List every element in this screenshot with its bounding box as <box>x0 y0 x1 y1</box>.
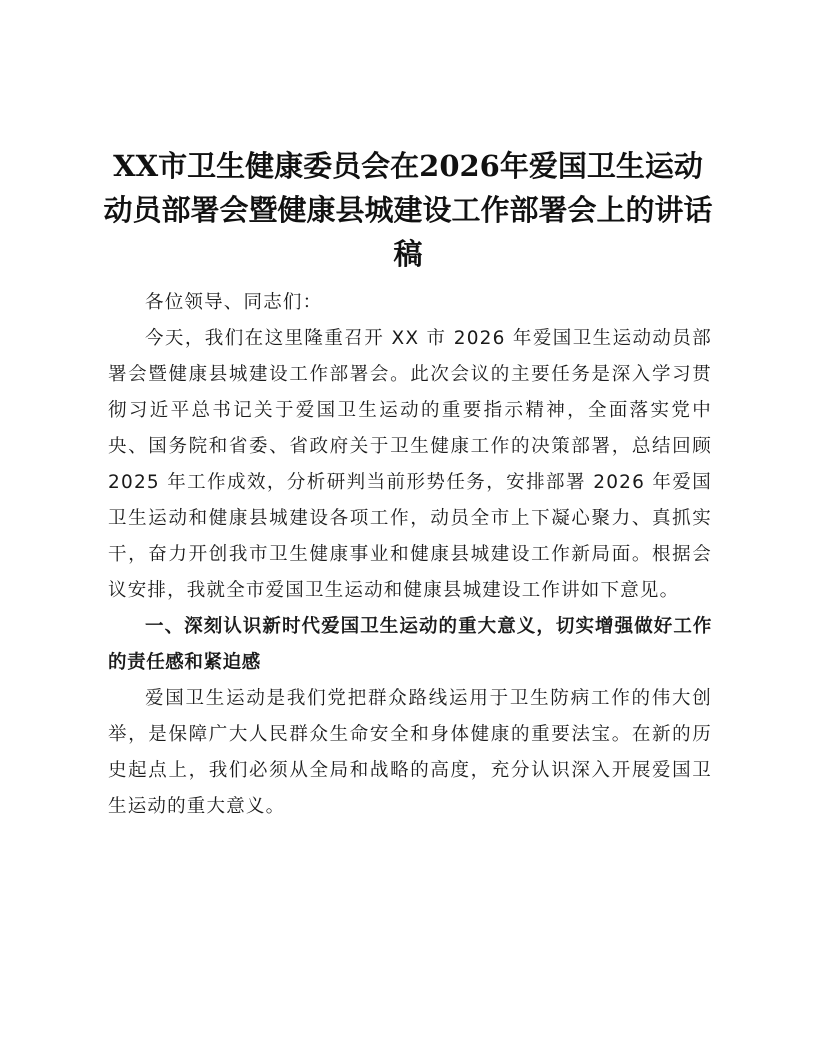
document-body <box>108 285 712 825</box>
section-1-heading: 一、深刻认识新时代爱国卫生运动的重大意义，切实增强做好工作的责任感和紧迫感 <box>108 616 712 673</box>
salutation: 各位领导、同志们： <box>145 292 323 313</box>
document-title: XX市卫生健康委员会在2026年爱国卫生运动动员部署会暨健康县城建设工作部署会上的讲话稿 <box>103 149 713 271</box>
intro-paragraph: 今天，我们在这里隆重召开 XX 市 2026 年爱国卫生运动动员部署会暨健康县城建设工作部署会。此次会议的主要任务是深入学习贯彻习近平总书记关于爱国卫生运动的重要指示精神，全面落实党中央、国务院和省委、省政府关于卫生健康工作的决策部署，总结回顾 2025 年工作成效，分析研判当前形势任务，安排部署 2026 年爱国卫生运动和健康县城建设各项工作，动员全市上下凝心聚力、真抓实干，奋力开创我市卫生健康事业和健康县城建设工作新局面。根据会议安排，我就全市爱国卫生运动和健康县城建设工作讲如下意见。 <box>108 328 712 601</box>
section-1-paragraph: 爱国卫生运动是我们党把群众路线运用于卫生防病工作的伟大创举，是保障广大人民群众生命安全和身体健康的重要法宝。在新的历史起点上，我们必须从全局和战略的高度，充分认识深入开展爱国卫生运动的重大意义。 <box>108 688 712 817</box>
